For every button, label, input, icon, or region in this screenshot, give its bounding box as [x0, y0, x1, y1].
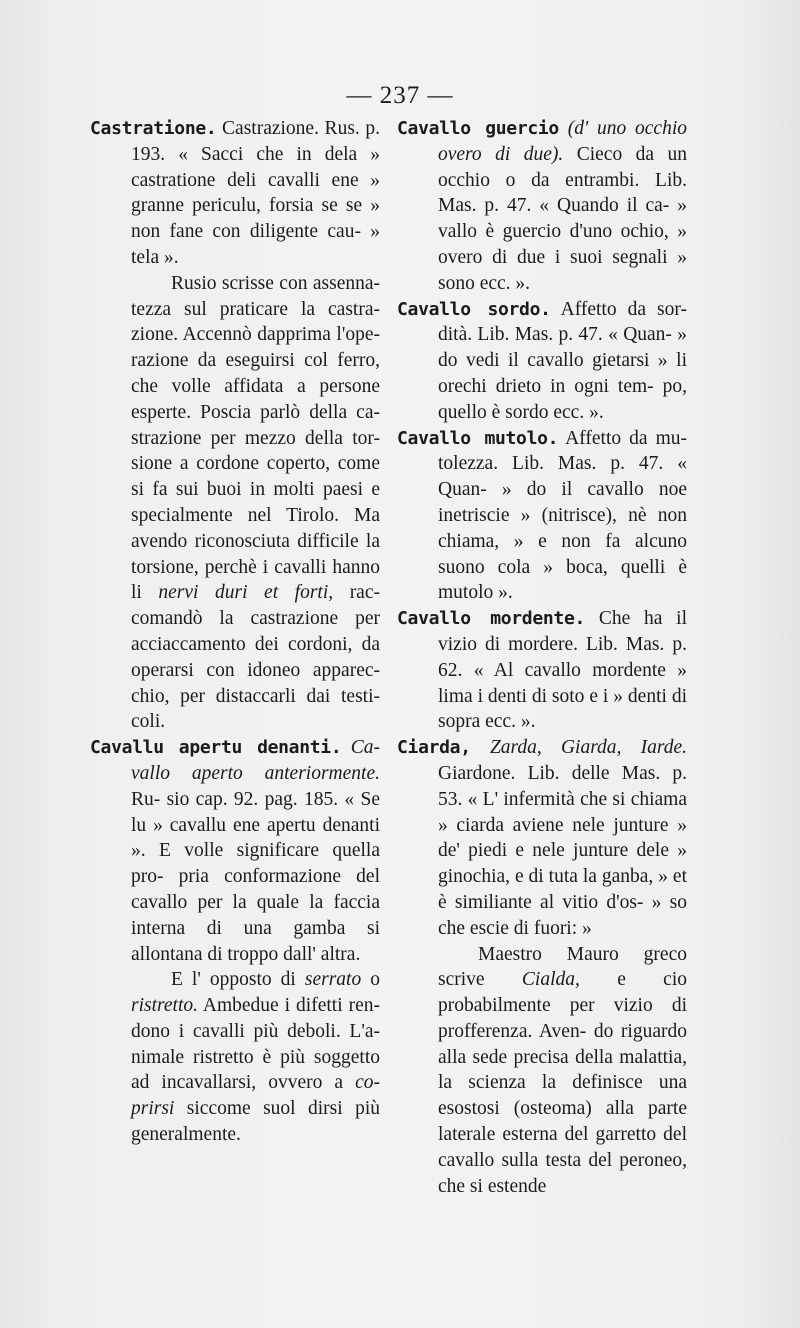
entry-cavallo-mutolo — [397, 426, 687, 607]
paragraph-text: Ambedue i difetti ren- dono i cavalli più deboli. L'a- nimale ristretto è più soggetto ad incavallarsi, ovvero a — [131, 995, 380, 1094]
italic-phrase: (d' uno occhio overo di due). — [438, 118, 687, 165]
paragraph-castration-method — [131, 271, 380, 735]
entry-headword: Cavallo guercio — [397, 118, 559, 139]
paragraph-text: Rusio scrisse con assenna- tezza sul praticare la castra- zione. Accennò dapprima l'ope- razione da eseguirsi col ferro, che volle affidata a persone esperte. Poscia parlò della ca- strazione per mezzo della tor- sione a cordone coperto, come si fa sui buoi in molti paesi e specialmente nel Tirolo. Ma avendo riconosciuta difficile la torsione, perchè i cavalli hanno li — [131, 272, 380, 604]
entry-headword: Ciarda, — [397, 737, 471, 759]
paragraph-ristretto — [131, 967, 380, 1148]
paragraph-text: Maestro Mauro greco scrive — [438, 943, 687, 991]
italic-phrase: ristretto. — [131, 995, 198, 1017]
paragraph-maestro-mauro — [438, 942, 687, 1200]
entry-text: Che ha il vizio di mordere. Lib. Mas. p. 62. « Al cavallo mordente » lima i denti di soto e i » denti di sopra ecc. ». — [438, 608, 688, 733]
entry-headword: Cavallo sordo. — [397, 298, 551, 320]
italic-phrase: serrato — [304, 969, 362, 991]
paragraph-text: siccome suol dirsi più generalmente. — [131, 1098, 381, 1146]
right-column — [397, 116, 687, 1199]
italic-phrase: Ca- vallo aperto anteriormente. — [131, 737, 381, 784]
entry-text: Affetto da sor- dità. Lib. Mas. p. 47. « Quan- » do vedi il cavallo gietarsi » li orechi drieto in ogni tem- po, quello è sordo ecc. ». — [438, 298, 687, 423]
entry-cavallo-mordente — [397, 606, 687, 735]
entry-cavallo-sordo — [397, 297, 687, 426]
italic-phrase: nervi duri et forti, — [158, 582, 334, 604]
entry-text: Affetto da mu- tolezza. Lib. Mas. p. 47. « Quan- » do il cavallo noe inetriscie » (nitrisce), nè non chiama, » e non fa alcuno suono cola » boca, quelli è mutolo ». — [438, 427, 687, 604]
entry-cavallo-guercio — [397, 116, 687, 297]
entry-headword: Cavallo mordente. — [397, 608, 586, 630]
page-number: — 237 — — [346, 82, 454, 109]
paragraph-text: o — [370, 969, 380, 991]
entry-text: Ru- sio cap. 92. pag. 185. « Se lu » cavallu ene apertu denanti ». E volle significare quella pro- pria conformazione del cavallo per la quale la faccia interna di una gamba si allontana di troppo dall' altra. — [131, 788, 380, 965]
entry-cavallu-apertu — [90, 735, 380, 967]
entry-text: Cieco da un occhio o da entrambi. Lib. Mas. p. 47. « Quando il ca- » vallo è guercio d'uno ochio, » overo di due i suoi segnali » sono ecc. ». — [438, 143, 688, 294]
entry-headword: Cavallo mutolo. — [397, 427, 559, 449]
entry-ciarda — [397, 735, 687, 941]
paragraph-text: E l' opposto di — [171, 969, 296, 991]
entry-headword: Cavallu apertu denanti. — [90, 737, 342, 759]
italic-phrase: co- prirsi — [131, 1072, 380, 1120]
entry-castratione — [90, 116, 380, 271]
paragraph-text: e cio probabilmente per vizio di profferenza. Aven- do riguardo alla sede precisa della malattia, la scienza la definisce una esostosi (osteoma) alla parte laterale esterna del garretto del cavallo sulla testa del peroneo, che si estende — [438, 969, 687, 1197]
paragraph-text: rac- comandò la castrazione per acciaccamento dei cordoni, da operarsi con idoneo apparec- chio, per distaccarli dai testi- coli. — [131, 582, 380, 733]
italic-phrase: Zarda, Giarda, Iarde. — [489, 737, 687, 759]
entry-text: Giardone. Lib. delle Mas. p. 53. « L' infermità che si chiama » ciarda aviene nele junture » de' piedi e nele junture dele » ginochia, e di tuta la ganba, » et è similiante al vitio d'os- » so che escie di fuori: » — [438, 762, 687, 939]
left-column — [90, 116, 380, 1148]
entry-headword: Castratione. — [90, 118, 217, 139]
entry-text: Castrazione. Rus. p. 193. « Sacci che in dela » castratione deli cavalli ene » granne periculu, forsia se se » non fane con diligente cau- » tela ». — [131, 118, 380, 268]
italic-phrase: Cialda, — [521, 969, 580, 991]
